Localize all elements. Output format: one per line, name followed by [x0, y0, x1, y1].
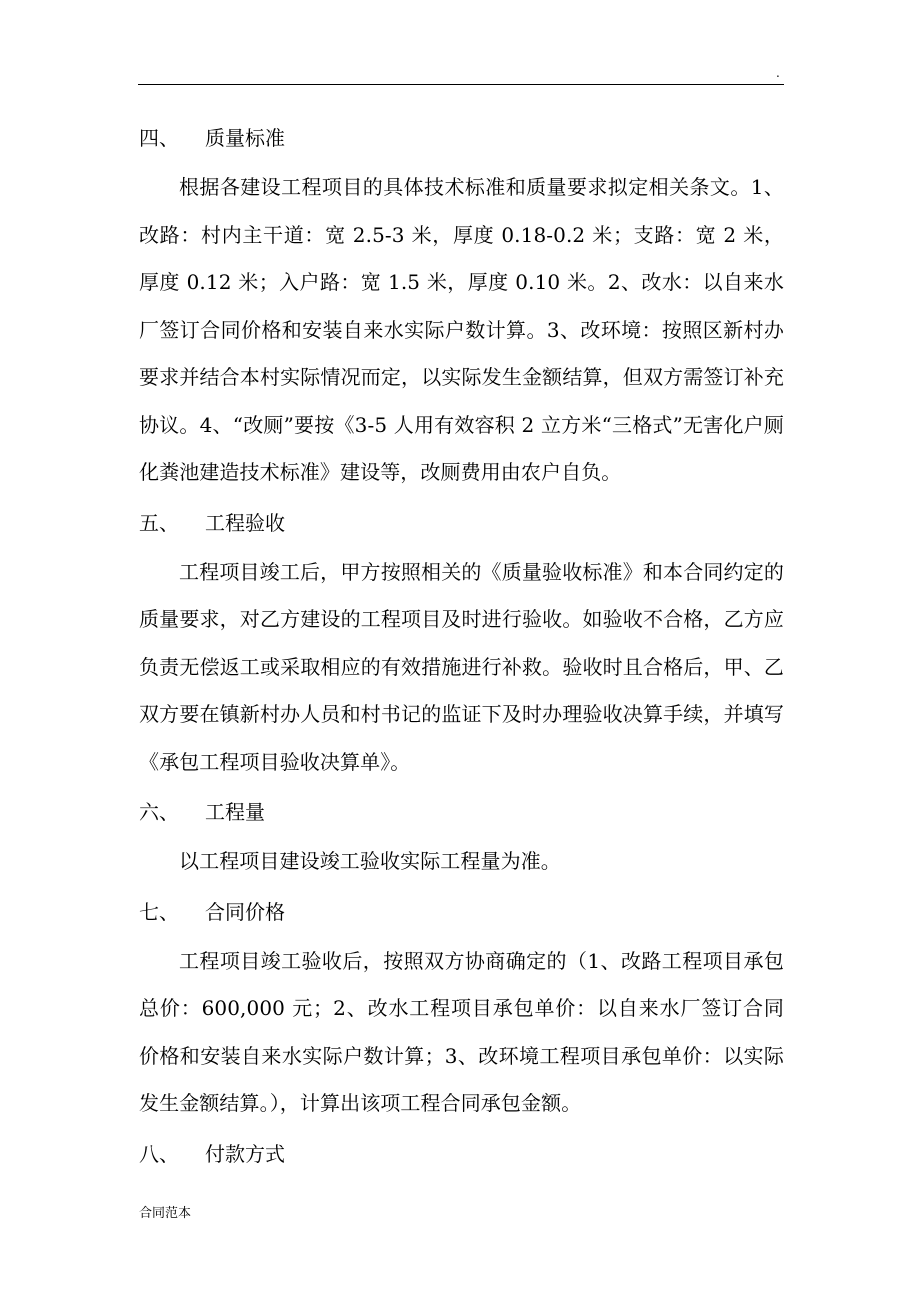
section-title: 工程验收: [205, 510, 285, 535]
section-contract-price: [139, 892, 784, 1128]
section-quality-standard: [139, 118, 784, 497]
section-heading: [139, 1134, 784, 1174]
section-number: 八、: [139, 1141, 179, 1166]
section-paragraph: 以工程项目建设竣工验收实际工程量为准。: [179, 849, 561, 873]
section-payment-method: [139, 1134, 784, 1174]
header-rule: [138, 84, 784, 85]
section-title: 付款方式: [205, 1141, 285, 1166]
document-body: [139, 118, 784, 1180]
footer-label: 合同范本: [139, 1206, 192, 1221]
section-title: 工程量: [205, 800, 265, 824]
section-paragraph: 根据各建设工程项目的具体技术标准和质量要求拟定相关条文。1、改路：村内主干道：宽 2.5-3 米，厚度 0.18-0.2 米；支路：宽 2 米，厚度 0.12 米；入户路：宽 1.5 米，厚度 0.10 米。2、改水：以自来水厂签订合同价格和安装自来水实际户数计算。3、改环境：按照区新村办要求并结合本村实际情况而定，以实际发生金额结算，但双方需签订补充协议。4、“改厕”要按《3-5 人用有效容积 2 立方米“三格式”无害化户厕化粪池建造技术标准》建设等，改厕费用由农户自负。: [139, 175, 784, 484]
section-heading: [139, 118, 784, 158]
section-number: 七、: [139, 899, 179, 924]
section-heading: [139, 792, 784, 832]
section-title: 合同价格: [205, 899, 285, 924]
section-number: 六、: [139, 800, 179, 824]
section-paragraph: 工程项目竣工验收后，按照双方协商确定的（1、改路工程项目承包总价：600,000 元；2、改水工程项目承包单价：以自来水厂签订合同价格和安装自来水实际户数计算；3、改环境工程项目承包单价：以实际发生金额结算。），计算出该项工程合同承包金额。: [139, 948, 784, 1115]
section-heading: [139, 892, 784, 932]
section-title: 质量标准: [205, 126, 285, 150]
section-quantity: [139, 792, 784, 886]
section-number: 四、: [139, 126, 179, 150]
section-number: 五、: [139, 510, 179, 535]
header-dot: .: [776, 66, 780, 80]
section-heading: [139, 503, 784, 543]
section-acceptance: [139, 503, 784, 787]
section-paragraph: 工程项目竣工后，甲方按照相关的《质量验收标准》和本合同约定的质量要求，对乙方建设的工程项目及时进行验收。如验收不合格，乙方应负责无偿返工或采取相应的有效措施进行补救。验收时且合格后，甲、乙双方要在镇新村办人员和村书记的监证下及时办理验收决算手续，并填写《承包工程项目验收决算单》。: [139, 559, 784, 774]
